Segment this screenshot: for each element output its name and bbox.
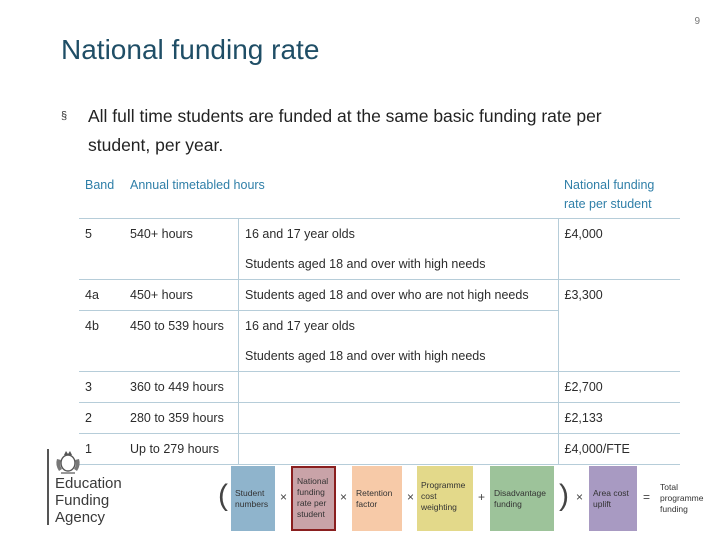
condition-cell: Students aged 18 and over who are not high needs	[239, 280, 558, 311]
header-rate: National funding rate per student	[558, 172, 680, 219]
hours-cell: 450+ hours	[124, 280, 239, 311]
condition-cell: Students aged 18 and over with high needs	[239, 249, 558, 280]
logo-line-2: Funding	[55, 492, 110, 509]
table-row	[79, 219, 680, 250]
formula-operator: ×	[280, 490, 288, 504]
formula-box-retention-factor: Retention factor	[352, 466, 402, 531]
formula-operator: ×	[340, 490, 348, 504]
table-header-row	[79, 172, 680, 219]
formula-equals: =	[643, 490, 651, 504]
education-funding-agency-logo	[47, 449, 137, 527]
condition-cell: 16 and 17 year olds	[239, 219, 558, 250]
hours-cell: 360 to 449 hours	[124, 372, 239, 403]
logo-divider	[47, 449, 49, 525]
table-row	[79, 403, 680, 434]
formula-box-disadvantage-funding: Disadvantage funding	[490, 466, 554, 531]
band-cell: 4b	[79, 311, 124, 372]
bullet-mark: §	[61, 110, 68, 122]
formula-box-national-funding-rate: National funding rate per student	[291, 466, 336, 531]
slide-title: National funding rate	[61, 34, 320, 65]
condition-cell	[239, 403, 558, 434]
condition-cell: 16 and 17 year olds	[239, 311, 558, 342]
table-row	[79, 280, 680, 311]
header-hours: Annual timetabled hours	[124, 172, 558, 219]
hours-cell: 540+ hours	[124, 219, 239, 280]
funding-formula	[218, 464, 718, 532]
page-number: 9	[694, 16, 700, 27]
logo-line-1: Education	[55, 475, 122, 492]
rate-cell: £2,133	[558, 403, 680, 434]
band-cell: 4a	[79, 280, 124, 311]
rate-cell: £3,300	[558, 280, 680, 372]
formula-close-paren: )	[559, 479, 569, 512]
formula-box-programme-cost-weighting: Programme cost weighting	[417, 466, 473, 531]
formula-operator: ×	[576, 490, 584, 504]
rate-cell: £2,700	[558, 372, 680, 403]
header-band: Band	[79, 172, 124, 219]
hours-cell: Up to 279 hours	[124, 434, 239, 465]
formula-box-area-cost-uplift: Area cost uplift	[589, 466, 637, 531]
band-cell: 3	[79, 372, 124, 403]
rate-cell: £4,000/FTE	[558, 434, 680, 465]
royal-crest-icon	[53, 449, 83, 475]
band-cell: 2	[79, 403, 124, 434]
bullet-point	[61, 102, 661, 160]
rate-cell: £4,000	[558, 219, 680, 280]
formula-box-student-numbers: Student numbers	[231, 466, 275, 531]
formula-total-programme-funding: Total programme funding	[660, 482, 704, 514]
condition-cell	[239, 434, 558, 465]
formula-operator: ×	[407, 490, 415, 504]
table-row	[79, 372, 680, 403]
funding-rate-table	[79, 172, 680, 465]
hours-cell: 280 to 359 hours	[124, 403, 239, 434]
band-cell: 1	[79, 434, 124, 465]
band-cell: 5	[79, 219, 124, 280]
formula-operator: +	[478, 490, 486, 504]
condition-cell: Students aged 18 and over with high needs	[239, 341, 558, 372]
table-row	[79, 434, 680, 465]
bullet-text: All full time students are funded at the same basic funding rate per student, per year.	[88, 106, 602, 155]
logo-line-3: Agency	[55, 509, 106, 526]
hours-cell: 450 to 539 hours	[124, 311, 239, 372]
condition-cell	[239, 372, 558, 403]
formula-open-paren: (	[218, 479, 228, 512]
